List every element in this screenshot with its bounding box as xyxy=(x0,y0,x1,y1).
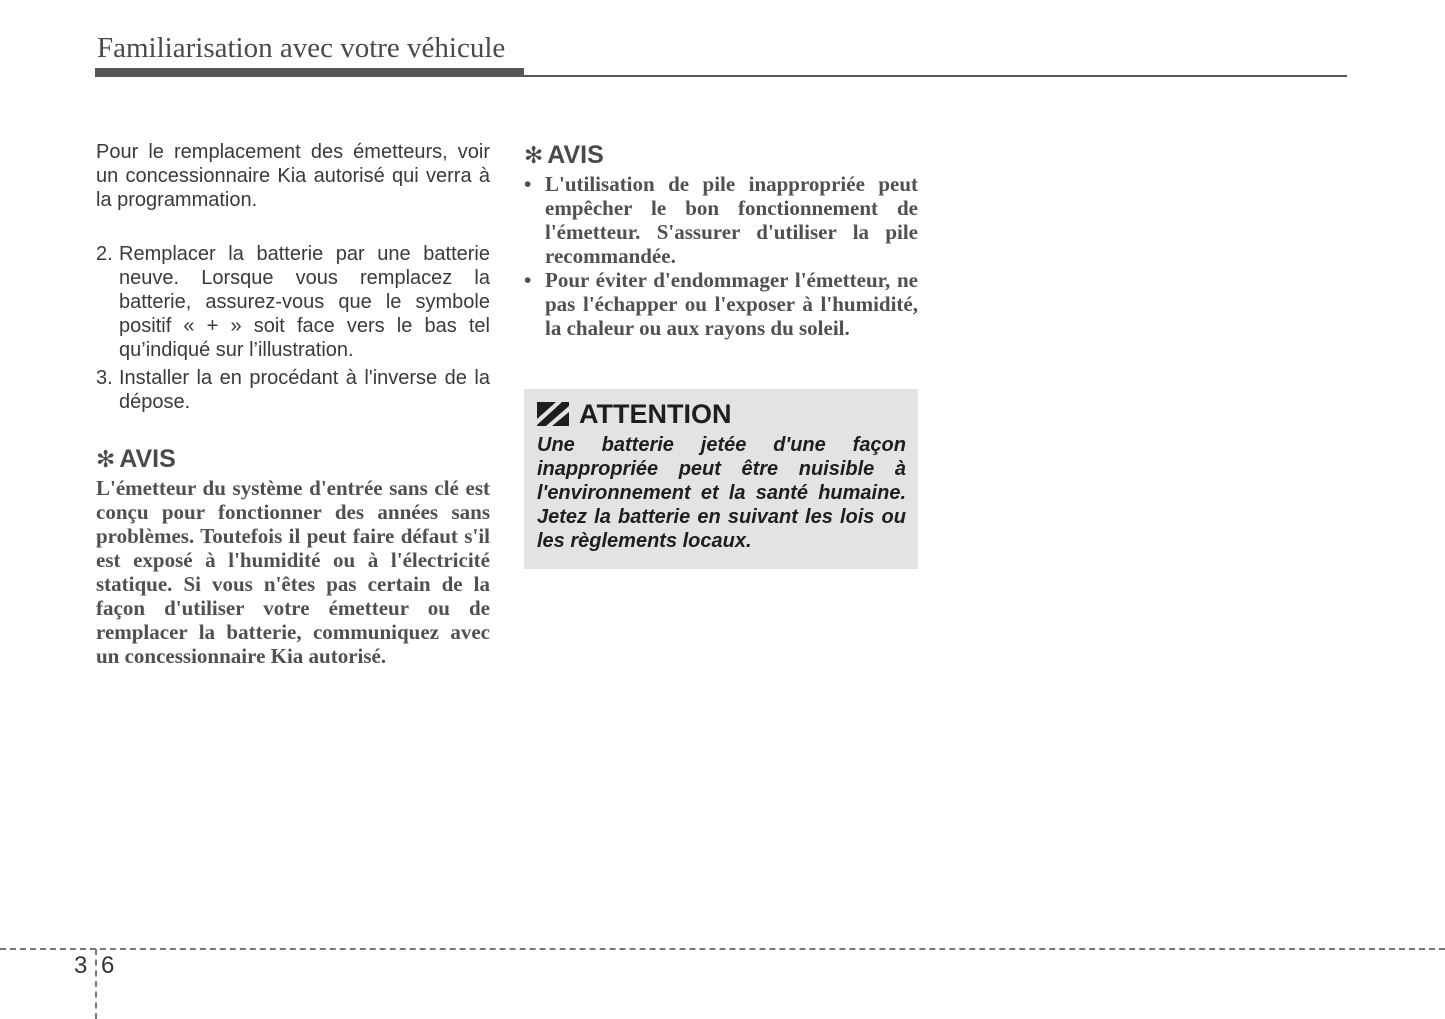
step-number: 3. xyxy=(96,367,113,389)
middle-column xyxy=(524,140,918,340)
bullet-text: L'utilisation de pile inappropriée peut empêcher le bon fonctionnement de l'émetteur. S'assurer d'utiliser la pile recommandée. xyxy=(545,172,918,268)
asterisk-icon: ✻ xyxy=(524,142,544,168)
footer-dashed-divider xyxy=(95,949,97,1019)
asterisk-icon: ✻ xyxy=(96,446,116,472)
avis-heading-label: AVIS xyxy=(547,141,604,169)
footer-dashed-rule xyxy=(0,948,1445,950)
list-item xyxy=(524,172,918,268)
header-accent-bar xyxy=(95,68,524,77)
page-number: 6 xyxy=(101,952,115,979)
bullet-icon: • xyxy=(524,268,532,292)
header-rule xyxy=(524,75,1347,77)
attention-heading xyxy=(537,397,906,431)
step-text: Remplacer la batterie par une batterie neuve. Lorsque vous remplacez la batterie, assurez-vous que le symbole positif « + » soit face vers le bas tel qu’indiqué sur l’illustration. xyxy=(119,243,490,361)
bullet-icon: • xyxy=(524,172,532,196)
chapter-number: 3 xyxy=(74,952,88,979)
list-item xyxy=(524,268,918,340)
attention-heading-label: ATTENTION xyxy=(579,399,732,429)
avis-heading-label: AVIS xyxy=(119,445,176,473)
avis-paragraph: L'émetteur du système d'entrée sans clé est conçu pour fonctionner des années sans problèmes. Toutefois il peut faire défaut s'il est exposé à l'humidité ou à l'électricité statique. Si vous n'êtes pas certain de la façon d'utiliser votre émetteur ou de remplacer la batterie, communiquez avec un concessionnaire Kia autorisé. xyxy=(96,476,490,668)
step-text: Installer la en procédant à l'inverse de la dépose. xyxy=(119,367,490,413)
intro-paragraph: Pour le remplacement des émetteurs, voir un concessionnaire Kia autorisé qui verra à la programmation. xyxy=(96,141,490,211)
avis-heading xyxy=(96,444,490,474)
attention-box xyxy=(524,389,918,569)
avis-bullet-list xyxy=(524,172,918,340)
caution-icon xyxy=(537,402,569,426)
step-2 xyxy=(96,242,490,362)
avis-heading xyxy=(524,140,918,170)
step-3 xyxy=(96,366,490,414)
attention-paragraph: Une batterie jetée d'une façon inappropriée peut être nuisible à l'environnement et la santé humaine. Jetez la batterie en suivant les lois ou les règlements locaux. xyxy=(537,434,906,552)
step-number: 2. xyxy=(96,243,113,265)
bullet-text: Pour éviter d'endommager l'émetteur, ne pas l'échapper ou l'exposer à l'humidité, la chaleur ou aux rayons du soleil. xyxy=(545,268,918,340)
left-column xyxy=(96,140,490,668)
page-header-title: Familiarisation avec votre véhicule xyxy=(97,32,506,64)
